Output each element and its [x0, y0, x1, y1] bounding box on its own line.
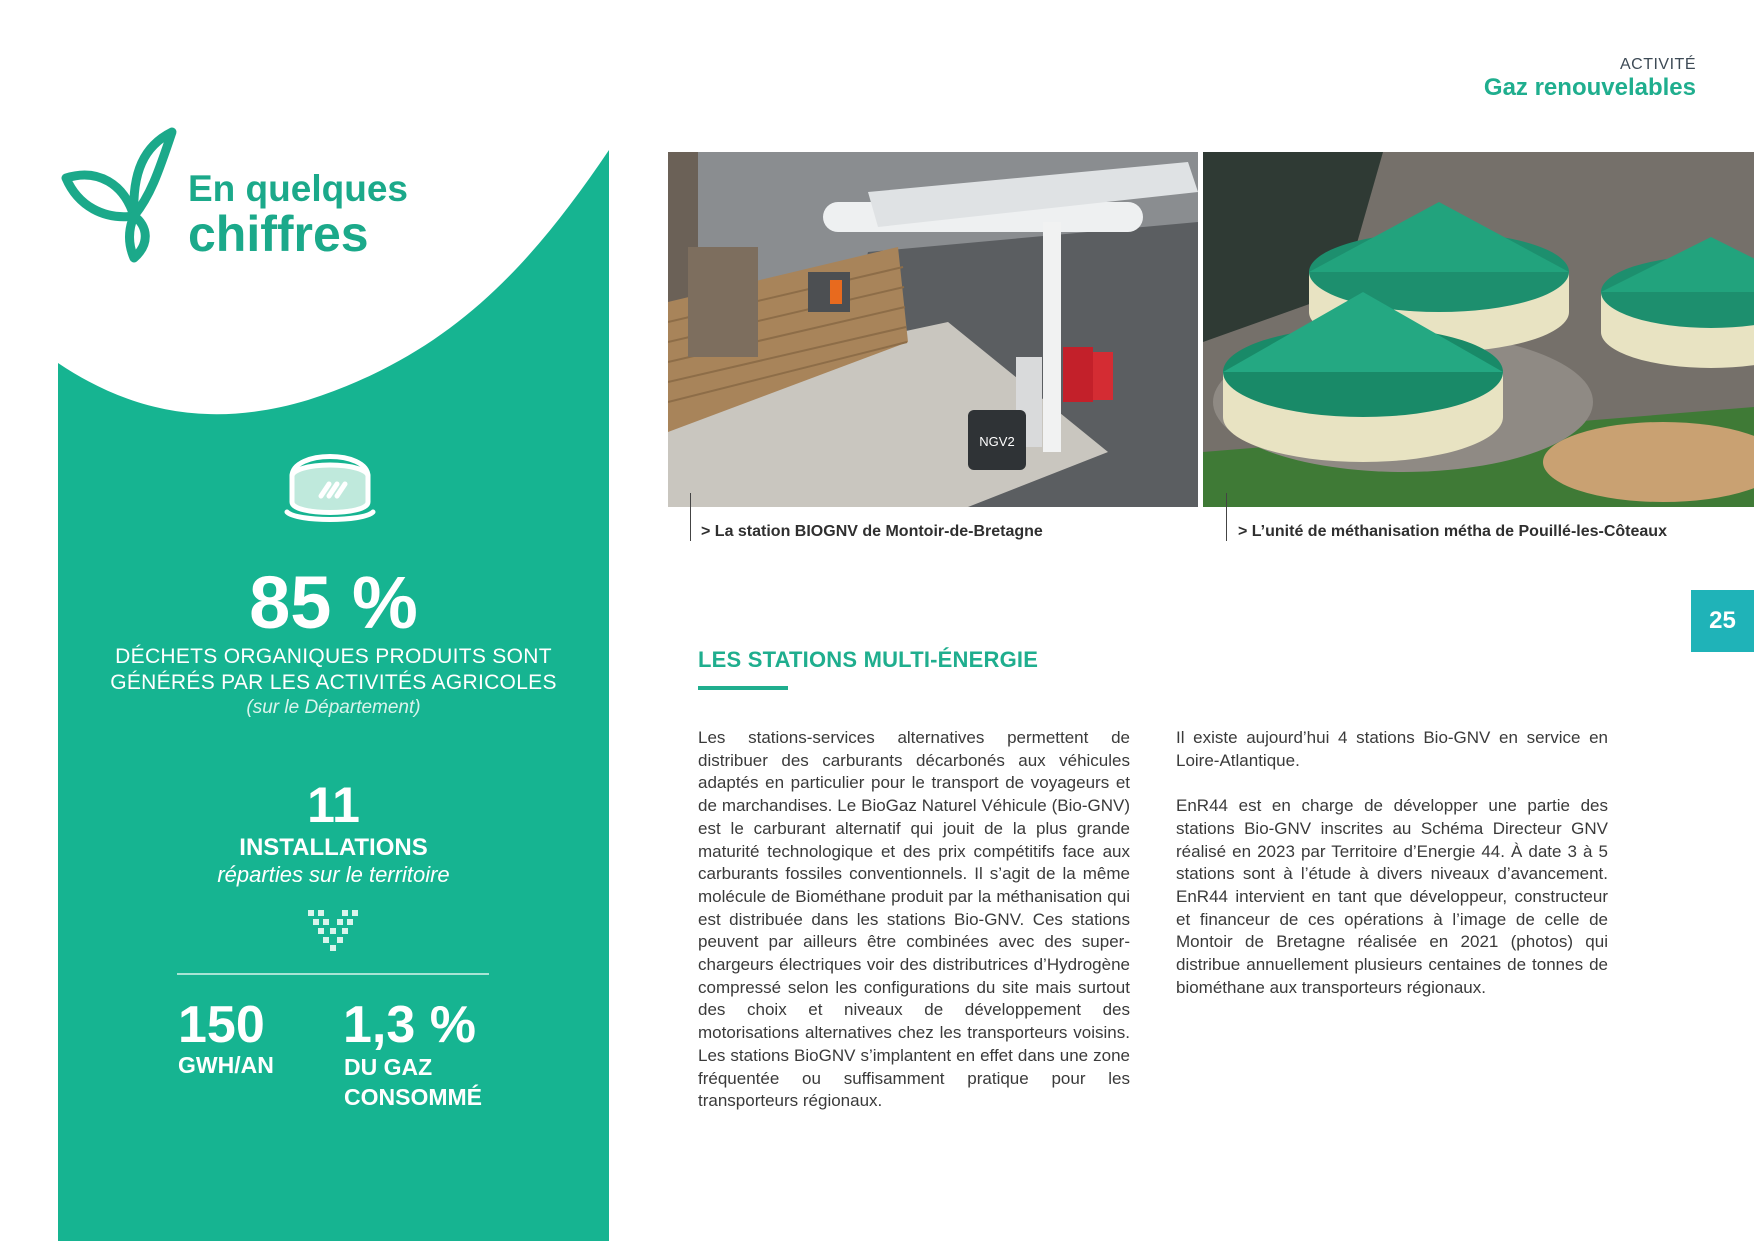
caption-marker-2: [1226, 493, 1227, 541]
body-column-1: [698, 727, 1130, 1113]
stat-85-percent-note: (sur le Département): [246, 697, 421, 718]
page-number-tab: 25: [1691, 590, 1754, 652]
stat-85-percent-description: [58, 644, 609, 696]
header-section-label: ACTIVITÉ: [1619, 56, 1696, 73]
stat-85-percent-value: 85 %: [249, 561, 418, 644]
stat-installations-note: réparties sur le territoire: [217, 862, 450, 887]
leaves-logo-icon: [58, 126, 186, 266]
photo-biognv-station: [668, 152, 1198, 507]
pump-label: NGV2: [979, 434, 1015, 449]
chevron-down-icon: [306, 908, 360, 952]
stat-gwh-value: 150: [178, 996, 265, 1054]
panel-heading: [188, 168, 408, 262]
paragraph-existing-stations: Il existe aujourd’hui 4 stations Bio-GNV en service en Loire-Atlantique.: [1176, 728, 1608, 770]
caption-marker-1: [690, 493, 691, 541]
biogas-digester-icon: [277, 440, 383, 526]
header-title: Gaz renouvelables: [1483, 74, 1696, 101]
stat1-desc-line-1: DÉCHETS ORGANIQUES PRODUITS SONT: [115, 645, 552, 668]
photo-caption-2: > L’unité de méthanisation métha de Pouillé-les-Côteaux: [1238, 523, 1667, 540]
stat4-label-line-1: DU GAZ: [344, 1054, 433, 1080]
paragraph-enr44: EnR44 est en charge de développer une partie des stations Bio-GNV inscrites au Schéma Directeur GNV réalisé en 2023 par Territoire d’Energie 44. À date 3 à 5 stations sont à l’étude à divers niveaux d’avancement. EnR44 intervient en tant que développeur, constructeur et financeur de ces opérations à l’image de celle de Montoir de Bretagne réalisée en 2021 (photos) qui distribue annuellement plusieurs centaines de tonnes de biométhane aux transporteurs régionaux.: [1176, 796, 1608, 997]
photo-methanisation-unit: [1203, 152, 1754, 507]
stat-installations-label: INSTALLATIONS: [239, 834, 428, 861]
stat1-desc-line-2: GÉNÉRÉS PAR LES ACTIVITÉS AGRICOLES: [110, 671, 557, 694]
stat-gwh-label: GWH/AN: [178, 1052, 274, 1078]
heading-line-1: En quelques: [188, 168, 408, 209]
body-column-2: [1176, 727, 1608, 999]
heading-line-2: chiffres: [188, 206, 369, 262]
paragraph-stations-services: Les stations-services alternatives permettent de distribuer des carburants décarbonés aux véhicules adaptés en particulier pour le transport de voyageurs et de marchandises. Le BioGaz Naturel Véhicule (Bio-GNV) est le carburant alternatif qui jouit de la plus grande maturité technologique et des prix compétitifs face aux carburants fossiles conventionnels. Il s’agit de la même molécule de Biométhane produit par la méthanisation qui est distribuée dans les stations Bio-GNV. Ces stations peuvent par ailleurs être combinées avec des super-chargeurs électriques voir des distributrices d’Hydrogène compressé selon les configurations du site mais surtout des choix et niveaux de développement des motorisations alternatives chez les transporteurs voisins. Les stations BioGNV s’implantent en effet dans une zone fréquentée ou suffisamment pratique pour les transporteurs régionaux.: [698, 728, 1130, 1111]
photo-caption-1: > La station BIOGNV de Montoir-de-Bretagne: [701, 523, 1043, 540]
stat-gas-share-value: 1,3 %: [343, 996, 476, 1054]
section-title: LES STATIONS MULTI-ÉNERGIE: [698, 647, 1039, 672]
stat-installations-value: 11: [307, 777, 360, 833]
stat-gas-share-label: [344, 1052, 514, 1112]
stat4-label-line-2: CONSOMMÉ: [344, 1084, 482, 1110]
panel-divider: [177, 973, 489, 975]
section-title-underline: [698, 686, 788, 690]
